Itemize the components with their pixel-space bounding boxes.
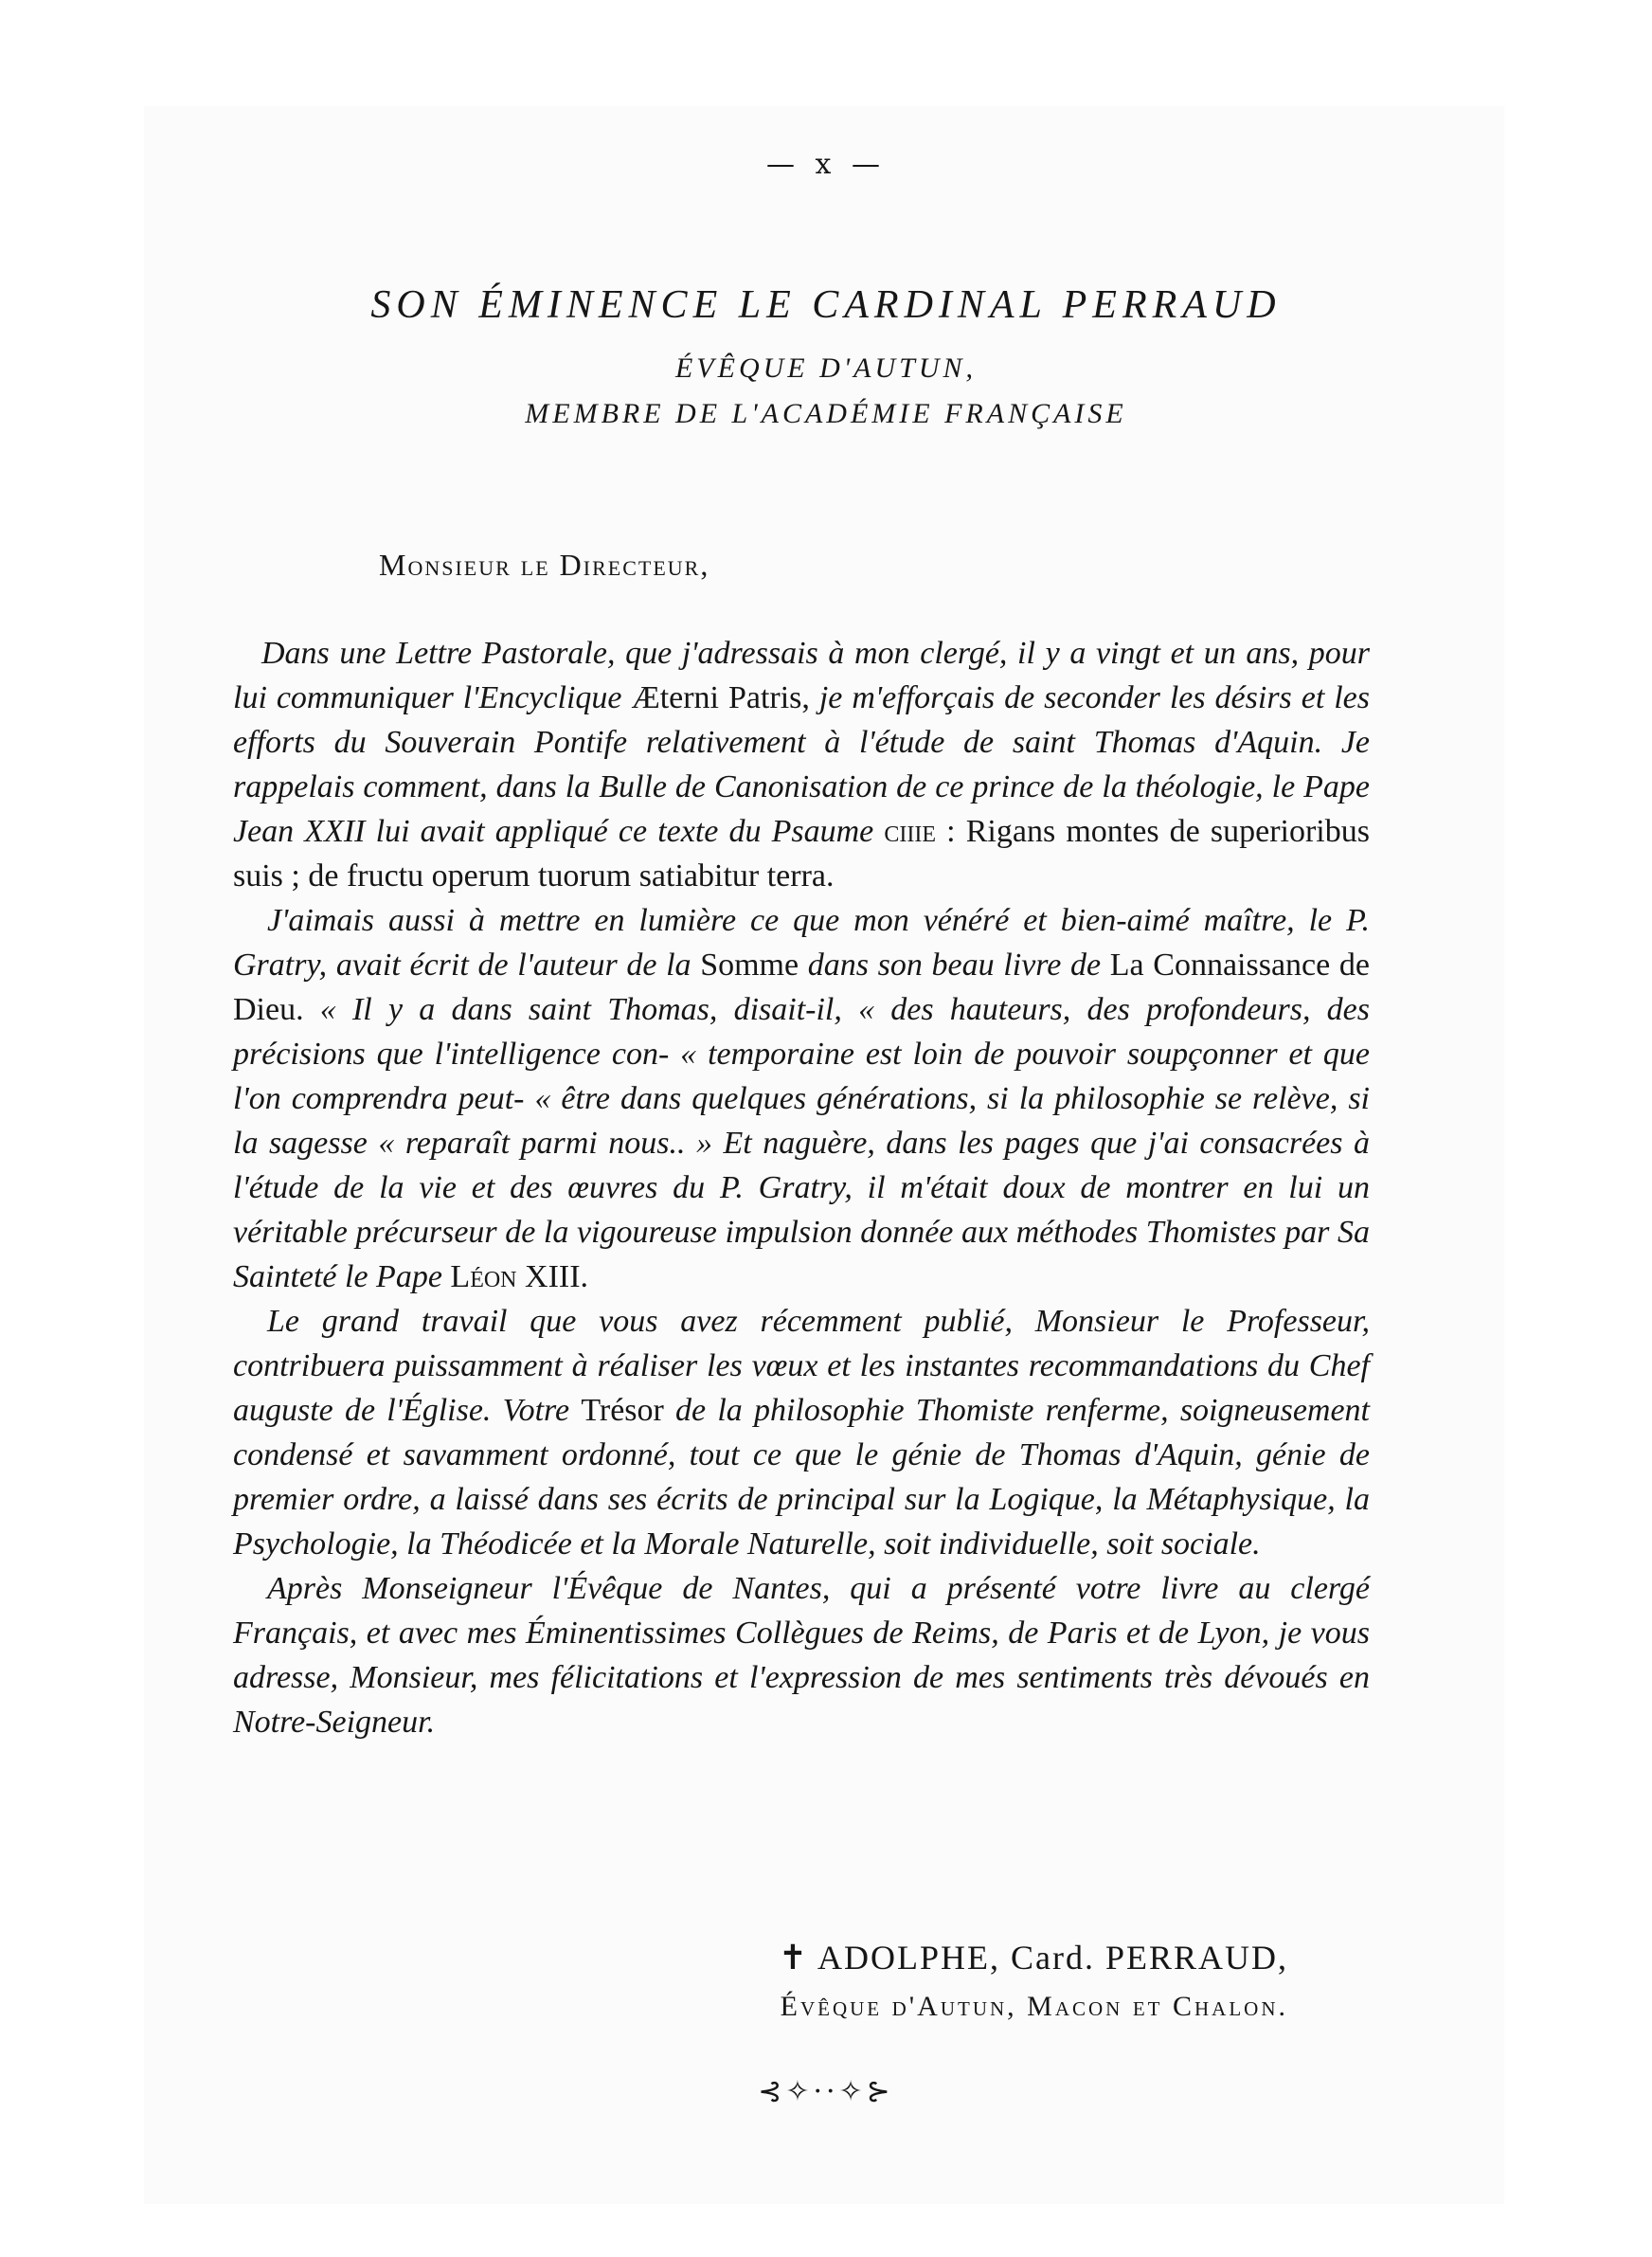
psalm-number: ciiie — [884, 814, 937, 849]
tresor-title: Trésor — [581, 1393, 664, 1428]
encyclical-title: Æterni Patris, — [631, 680, 810, 715]
paragraph-2-part-a: J'aimais aussi à mettre en lumière ce que mon vénéré et bien-aimé maître, le P. Gratry, avait écrit de l'auteur de la — [233, 903, 1370, 983]
page-number: — x — — [766, 148, 886, 181]
heading-bishop-see: ÉVÊQUE D'AUTUN, — [674, 352, 978, 384]
signature-name: ✝ ADOLPHE, Card. PERRAUD, — [778, 1939, 1288, 1977]
heading-academy-membership: MEMBRE DE L'ACADÉMIE FRANÇAISE — [525, 398, 1127, 429]
paragraph-2-part-e: « Il y a dans saint Thomas, disait-il, « des hauteurs, des profondeurs, des précisions que l'intelligence con- « temporaine est loin de pouvoir soupçonner et que l'on comprendra peut- « être dans quelques générations, si la philosophie se relève, si la sagesse « reparaît parmi nous.. » Et naguère, dans les pages que j'ai consacrées à l'étude de la vie et des œuvres du P. Gratry, il m'était doux de montrer en lui un véritable précurseur de la vigoureuse impulsion donnée aux méthodes Thomistes par Sa Sainteté le Pape — [233, 992, 1370, 1294]
heading-cardinal-name: SON ÉMINENCE LE CARDINAL PERRAUD — [370, 283, 1282, 327]
salutation: Monsieur le Directeur, — [379, 548, 710, 582]
pope-name: Léon XIII. — [450, 1259, 589, 1294]
letter-body — [233, 631, 1370, 1744]
summa-title: Somme — [700, 948, 799, 983]
letter-paragraph-3 — [233, 1299, 1370, 1566]
paragraph-3-part-a: Le grand travail que vous avez récemment publié, Monsieur le Professeur, contribuera puissamment à réaliser les vœux et les instantes recommandations du Chef auguste de l'Église. Votre — [233, 1304, 1370, 1428]
psalm-quotation: : Rigans montes de superioribus suis ; de fructu operum tuorum satiabitur terra. — [233, 814, 1370, 894]
paragraph-1-part-a: Dans une Lettre Pastorale, que j'adressais à mon clergé, il y a vingt et un ans, pour lui communiquer l'Encyclique — [233, 636, 1370, 715]
book-title: La Connaissance de Dieu. — [233, 948, 1370, 1027]
signature-title: Évêque d'Autun, Macon et Chalon. — [780, 1991, 1288, 2022]
letter-paragraph-4: Après Monseigneur l'Évêque de Nantes, qui a présenté votre livre au clergé Français, et avec mes Éminentissimes Collègues de Reims, de Paris et de Lyon, je vous adresse, Monsieur, mes félicitations et l'expression de mes sentiments très dévoués en Notre-Seigneur. — [233, 1571, 1370, 1740]
ornament-divider: ⊰✧··✧⊱ — [758, 2075, 894, 2108]
letter-paragraph-1 — [233, 631, 1370, 898]
paragraph-2-part-c: dans son beau livre de — [799, 948, 1110, 983]
letter-paragraph-2 — [233, 898, 1370, 1299]
paragraph-3-part-c: de la philosophie Thomiste renferme, soigneusement condensé et savamment ordonné, tout ce que le génie de Thomas d'Aquin, génie de premier ordre, a laissé dans ses écrits de principal sur la Logique, la Métaphysique, la Psychologie, la Théodicée et la Morale Naturelle, soit individuelle, soit sociale. — [233, 1393, 1370, 1562]
paragraph-1-part-c: je m'efforçais de seconder les désirs et les efforts du Souverain Pontife relativement à l'étude de saint Thomas d'Aquin. Je rappelais comment, dans la Bulle de Canonisation de ce prince de la théologie, le Pape Jean XXII lui avait appliqué ce texte du Psaume — [233, 680, 1370, 849]
signature-block — [663, 1933, 1288, 2031]
